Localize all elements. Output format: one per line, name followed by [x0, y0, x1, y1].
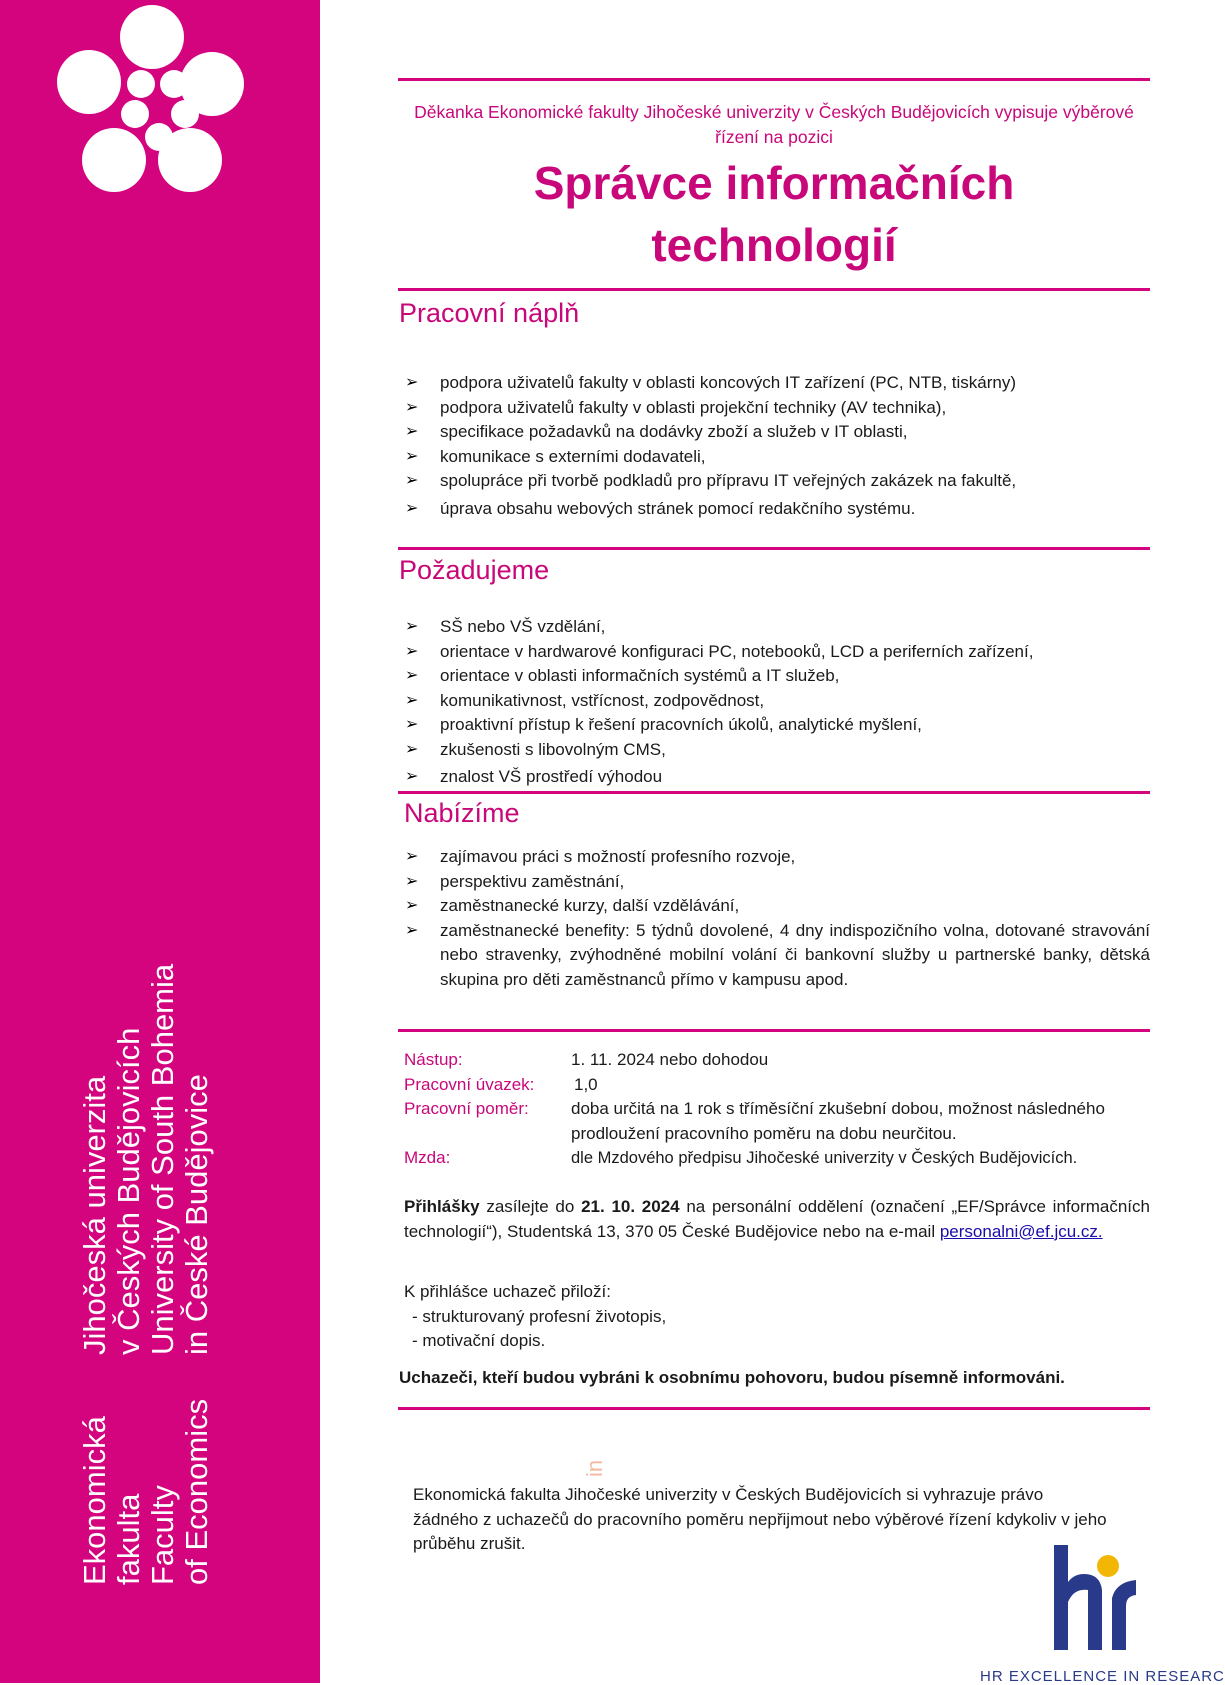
- faculty-en-line2: of Economics: [179, 1398, 214, 1585]
- terms-row-salary: [404, 1146, 1150, 1171]
- load-value: 1,0: [574, 1074, 598, 1094]
- divider-footer: [398, 1407, 1150, 1410]
- arrow-bullet-icon: ➢: [405, 740, 419, 758]
- application-text: Přihlášky zasílejte do 21. 10. 2024 na personální oddělení (označení „EF/Správce informačních technologií“), Studentská 13, 370 05 České Budějovice nebo na e-mail personalni@ef.jcu.cz.: [404, 1197, 1150, 1241]
- faculty-name: [78, 1399, 214, 1585]
- list-item: ➢ spolupráce při tvorbě podkladů pro přípravu IT veřejných zakázek na fakultě,: [405, 469, 1150, 494]
- list-item: ➢ komunikativnost, vstřícnost, zodpovědnost,: [405, 689, 1150, 714]
- hr-h-shape: [1054, 1545, 1102, 1650]
- start-value: 1. 11. 2024 nebo dohodou: [571, 1050, 769, 1069]
- list-item: ➢ orientace v oblasti informačních systémů a IT služeb,: [405, 664, 1150, 689]
- list-item: ➢ SŠ nebo VŠ vzdělání,: [405, 615, 1150, 640]
- divider-terms: [398, 1029, 1150, 1032]
- title-line2: technologií: [651, 219, 897, 271]
- list-item: ➢ podpora uživatelů fakulty v oblasti projekční techniky (AV technika),: [405, 396, 1150, 421]
- arrow-bullet-icon: ➢: [405, 618, 419, 635]
- list-item: ➢ orientace v hardwarové konfiguraci PC, notebooků, LCD a periferních zařízení,: [405, 640, 1150, 665]
- university-cz-line2: v Českých Budějovicích: [111, 1027, 146, 1355]
- arrow-bullet-icon: ➢: [405, 667, 419, 684]
- arrow-bullet-icon: ➢: [405, 374, 419, 391]
- offer-heading: Nabízíme: [404, 798, 520, 828]
- terms-row-load: [404, 1073, 1150, 1098]
- terms-row-contract: [404, 1097, 1150, 1146]
- interview-notice: Uchazeči, kteří budou vybráni k osobnímu pohovoru, budou písemně informováni.: [399, 1368, 1065, 1387]
- arrow-bullet-icon: ➢: [405, 716, 419, 733]
- list-item: ➢ zaměstnanecké kurzy, další vzdělávání,: [405, 894, 1150, 919]
- list-item: ➢ úprava obsahu webových stránek pomocí redakčního systému.: [405, 497, 1150, 522]
- load-label: Pracovní úvazek:: [404, 1074, 535, 1094]
- list-item: ➢ zajímavou práci s možností profesního rozvoje,: [405, 845, 1150, 870]
- arrow-bullet-icon: ➢: [405, 872, 419, 890]
- linkedin-icon: in: [582, 1459, 607, 1477]
- terms-row-start: [404, 1048, 1150, 1073]
- disclaimer-text: Ekonomická fakulta Jihočeské univerzity v Českých Budějovicích si vyhrazuje právo žádného z uchazečů do pracovního poměru nepřijmout nebo výběrové řízení kdykoliv v jeho průběhu zrušit.: [413, 1485, 1107, 1553]
- arrow-bullet-icon: ➢: [405, 642, 419, 660]
- application-bold-start: Přihlášky: [404, 1197, 480, 1216]
- hr-r-shape: [1112, 1580, 1136, 1650]
- divider-requirements: [398, 547, 1150, 550]
- page-title: [398, 152, 1150, 276]
- list-item: ➢ znalost VŠ prostředí výhodou: [405, 765, 1150, 790]
- university-logo: [55, 0, 265, 200]
- duties-list: [405, 371, 1150, 521]
- intro-text: Děkanka Ekonomické fakulty Jihočeské univerzity v Českých Budějovicích vypisuje výběrové řízení na pozici: [414, 102, 1134, 147]
- attachments-intro: K přihlášce uchazeč přiloží:: [404, 1282, 611, 1301]
- employment-terms: [404, 1048, 1150, 1171]
- contract-label: Pracovní poměr:: [404, 1099, 529, 1118]
- salary-value: dle Mzdového předpisu Jihočeské univerzity v Českých Budějovicích.: [571, 1149, 1078, 1167]
- requirements-list: [405, 615, 1150, 790]
- requirements-heading: Požadujeme: [399, 555, 550, 585]
- divider-duties: [398, 288, 1150, 291]
- duties-heading: Pracovní náplň: [399, 298, 580, 328]
- arrow-bullet-icon: ➢: [405, 691, 419, 709]
- arrow-bullet-icon: ➢: [405, 423, 419, 440]
- arrow-bullet-icon: ➢: [405, 398, 419, 416]
- divider-offer: [398, 791, 1150, 794]
- faculty-cz-line1: Ekonomická: [77, 1416, 112, 1585]
- contract-value: doba určitá na 1 rok s tříměsíční zkušební dobou, možnost následného prodloužení pracovního poměru na dobu neurčitou.: [571, 1099, 1105, 1143]
- arrow-bullet-icon: ➢: [405, 897, 419, 914]
- attachment-item: - strukturovaný profesní životopis,: [412, 1306, 667, 1326]
- faculty-en-line1: Faculty: [145, 1485, 180, 1585]
- application-deadline: 21. 10. 2024: [581, 1197, 680, 1216]
- list-item: ➢ proaktivní přístup k řešení pracovních úkolů, analytické myšlení,: [405, 713, 1150, 738]
- university-cz-line1: Jihočeská univerzita: [77, 1075, 112, 1355]
- start-label: Nástup:: [404, 1050, 463, 1069]
- offer-list: [405, 845, 1150, 992]
- title-line1: Správce informačních: [533, 157, 1015, 209]
- university-en-line2: in České Budějovice: [179, 1074, 214, 1355]
- list-item: ➢ specifikace požadavků na dodávky zboží a služeb v IT oblasti,: [405, 420, 1150, 445]
- sidebar: [0, 0, 320, 1683]
- arrow-bullet-icon: ➢: [405, 472, 419, 489]
- list-item: ➢ zkušenosti s libovolným CMS,: [405, 738, 1150, 763]
- list-item: ➢ komunikace s externími dodavateli,: [405, 445, 1150, 470]
- university-name: [78, 964, 214, 1355]
- arrow-bullet-icon: ➢: [405, 848, 419, 865]
- attachment-item: - motivační dopis.: [412, 1331, 546, 1350]
- hr-dot: [1097, 1555, 1119, 1577]
- hr-excellence-logo: [1040, 1540, 1150, 1660]
- attachments: [404, 1280, 1150, 1354]
- list-item: ➢ perspektivu zaměstnání,: [405, 870, 1150, 895]
- arrow-bullet-icon: ➢: [405, 921, 419, 939]
- list-item: ➢ zaměstnanecké benefity: 5 týdnů dovolené, 4 dny indispozičního volna, dotované stravování nebo stravenky, zvýhodněné mobilní volání či bankovní služby u partnerské banky, dětská skupina pro děti zaměstnanců přímo v kampusu apod.: [405, 920, 1150, 989]
- salary-label: Mzda:: [404, 1148, 451, 1167]
- divider-top: [398, 78, 1150, 81]
- arrow-bullet-icon: ➢: [405, 499, 419, 517]
- faculty-cz-line2: fakulta: [111, 1493, 146, 1585]
- arrow-bullet-icon: ➢: [405, 768, 419, 785]
- hr-excellence-text: HR EXCELLENCE IN RESEARC: [980, 1668, 1225, 1685]
- email-link[interactable]: personalni@ef.jcu.cz.: [939, 1221, 1103, 1241]
- arrow-bullet-icon: ➢: [405, 447, 419, 465]
- list-item: ➢ podpora uživatelů fakulty v oblasti koncových IT zařízení (PC, NTB, tiskárny): [405, 371, 1150, 396]
- university-en-line1: University of South Bohemia: [145, 963, 180, 1355]
